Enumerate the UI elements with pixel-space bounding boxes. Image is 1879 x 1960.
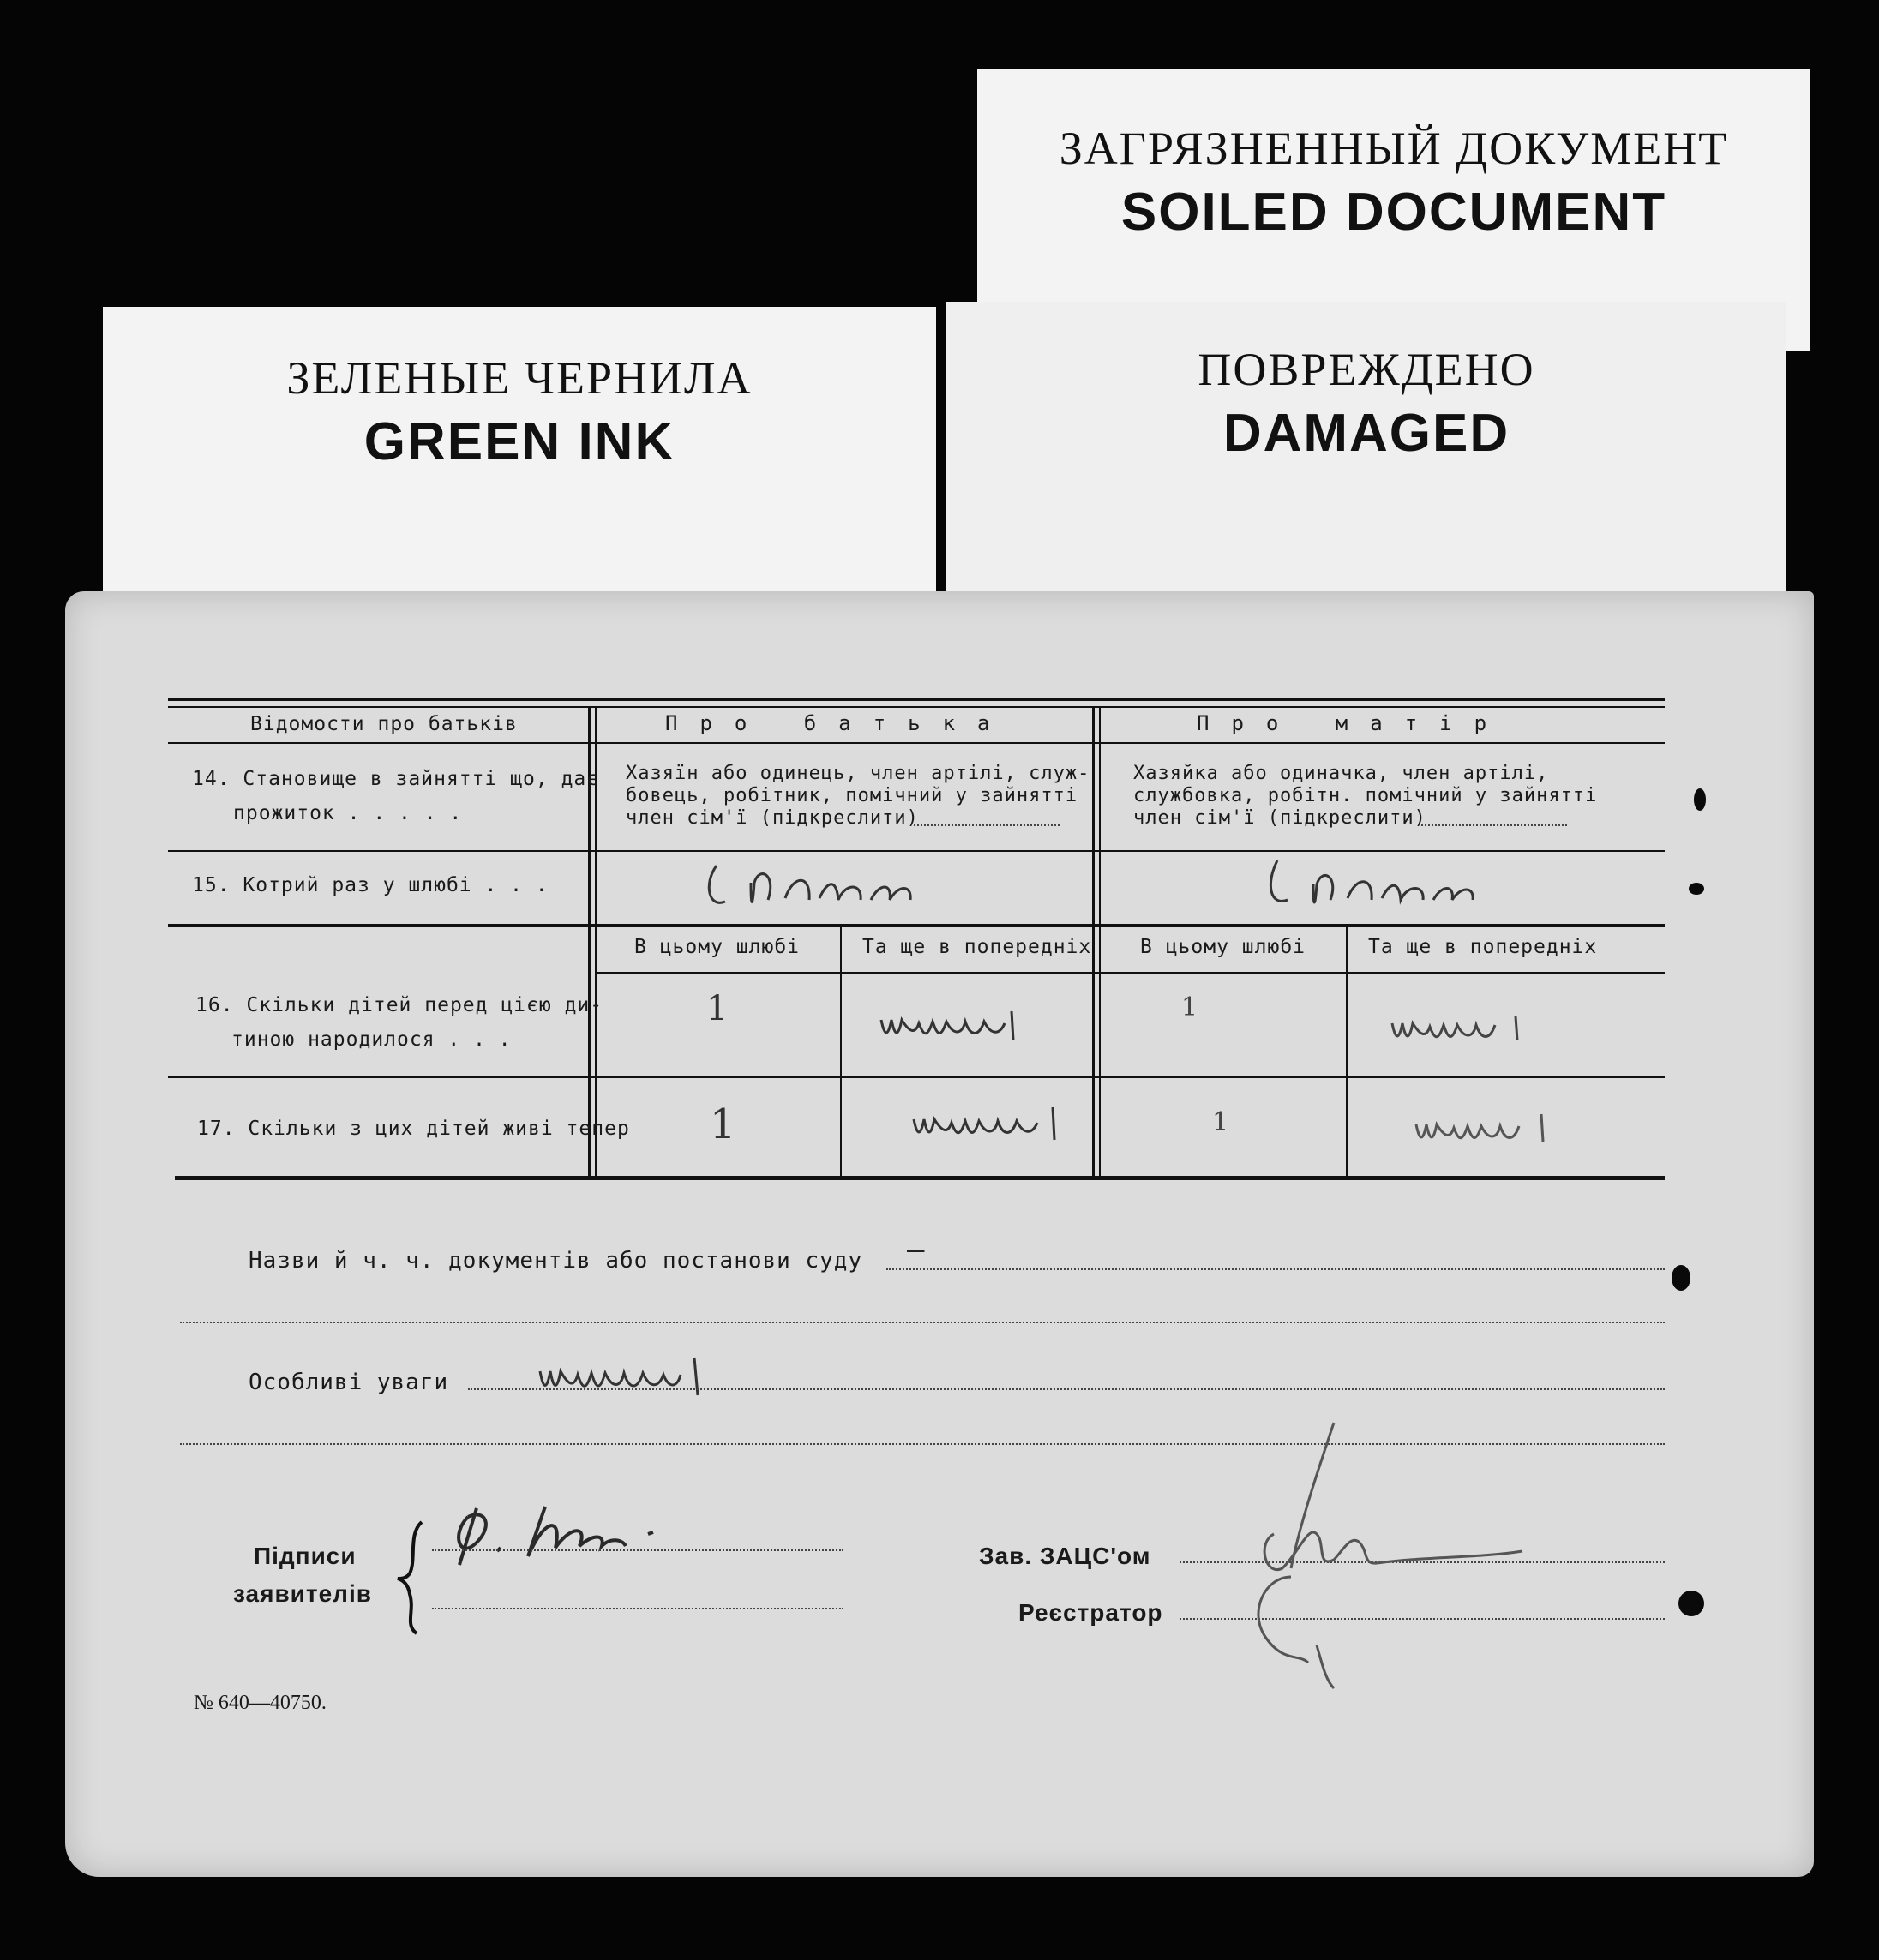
row14-label-line2: прожиток . . . . . — [233, 802, 463, 824]
row16-label-line2: тиною народилося . . . — [231, 1028, 512, 1051]
documents-label: Назви й ч. ч. документів або постанови суду — [249, 1248, 863, 1274]
registrar-label: Реєстратор — [1018, 1599, 1163, 1626]
table-top-rule — [168, 698, 1665, 701]
row16-label-line1: 16. Скільки дітей перед цією ди- — [195, 994, 603, 1016]
signature-dots-2 — [432, 1608, 843, 1609]
binder-hole-1 — [1672, 1265, 1690, 1291]
registrar-signature — [1171, 1406, 1582, 1697]
form-number: № 640—40750. — [194, 1692, 327, 1714]
row14-mother-dots — [1421, 824, 1567, 826]
col-divider-mother — [1346, 927, 1348, 1178]
green-ink-tag — [103, 307, 936, 598]
row15-mother-handwriting — [1265, 850, 1488, 919]
row14-father-line2: бовець, робітник, помічний у зайнятті — [626, 785, 1078, 806]
subheader-bottom-rule — [597, 972, 1665, 974]
header-about-father: Про батька — [665, 711, 1012, 735]
zags-head-label: Зав. ЗАЦС'ом — [979, 1543, 1151, 1569]
row17-father-this: 1 — [710, 1100, 736, 1148]
row14-label-line1: 14. Становище в зайнятті що, дає — [192, 768, 600, 790]
signature-dots-1 — [432, 1549, 843, 1551]
table-bottom-rule — [175, 1176, 1665, 1180]
signatures-label-line1: Підписи — [254, 1543, 357, 1569]
col-divider-2 — [1092, 706, 1095, 1179]
documents-dots-1 — [886, 1268, 1665, 1270]
row15-father-handwriting — [699, 848, 922, 917]
row14-father-dots — [914, 824, 1060, 826]
documents-dots-2 — [180, 1322, 1665, 1323]
row16-mother-prev-handwriting — [1387, 1006, 1558, 1049]
row16-bottom-rule — [168, 1076, 1665, 1078]
registration-form-sheet — [65, 591, 1814, 1877]
row17-mother-prev-handwriting — [1411, 1107, 1582, 1150]
row14-mother-line2: службовка, робітн. помічний у зайнятті — [1133, 785, 1598, 806]
col-divider-father — [840, 927, 842, 1178]
damage-mark-1 — [1689, 883, 1704, 895]
row16-mother-this: 1 — [1181, 992, 1198, 1022]
row15-bottom-rule — [168, 924, 1665, 927]
subheader-father-previous: Та ще в попередніх — [862, 936, 1092, 958]
row14-mother-line1: Хазяйка або одиначка, член артілі, — [1133, 763, 1549, 784]
col-divider-2b — [1099, 706, 1101, 1179]
damage-mark-2 — [1694, 788, 1706, 811]
binder-hole-2 — [1678, 1591, 1704, 1616]
table-top-rule-2 — [168, 706, 1665, 708]
header-about-mother: Про матір — [1197, 711, 1510, 735]
subheader-mother-previous: Та ще в попередніх — [1368, 936, 1598, 958]
header-parents-info: Відомости про батьків — [250, 713, 518, 735]
green-tag-en: GREEN INK — [363, 412, 675, 471]
damaged-tag-ru: ПОВРЕЖДЕНО — [1198, 344, 1535, 395]
notes-dots-1 — [468, 1388, 1665, 1390]
row17-father-prev-handwriting — [909, 1102, 1080, 1145]
row16-father-prev-handwriting — [876, 1003, 1048, 1046]
row15-label: 15. Котрий раз у шлюбі . . . — [192, 874, 549, 896]
row14-mother-line3: член сім'ї (підкреслити) — [1133, 807, 1426, 829]
row16-father-this: 1 — [706, 989, 729, 1028]
row14-father-line1: Хазяїн або одинець, член артілі, служ- — [626, 763, 1090, 784]
signatures-label-line2: заявителів — [233, 1580, 372, 1607]
documents-value: — — [907, 1232, 925, 1267]
damaged-tag — [946, 302, 1786, 593]
soiled-tag-en: SOILED DOCUMENT — [1120, 183, 1667, 242]
damaged-tag-en: DAMAGED — [1222, 404, 1510, 463]
soiled-tag-ru: ЗАГРЯЗНЕННЫЙ ДОКУМЕНТ — [1059, 123, 1729, 174]
notes-handwriting — [535, 1351, 723, 1402]
row14-father-line3: член сім'ї (підкреслити) — [626, 807, 919, 829]
notes-label: Особливі уваги — [249, 1370, 449, 1395]
header-bottom-rule — [168, 742, 1665, 744]
row17-label: 17. Скільки з цих дітей живі тепер — [197, 1118, 630, 1140]
green-tag-ru: ЗЕЛЕНЫЕ ЧЕРНИЛА — [286, 352, 753, 404]
signatures-brace — [391, 1517, 442, 1637]
row17-mother-this: 1 — [1212, 1107, 1229, 1137]
subheader-mother-this: В цьому шлюбі — [1140, 936, 1306, 958]
applicant-signature — [442, 1483, 734, 1577]
subheader-father-this: В цьому шлюбі — [634, 936, 801, 958]
